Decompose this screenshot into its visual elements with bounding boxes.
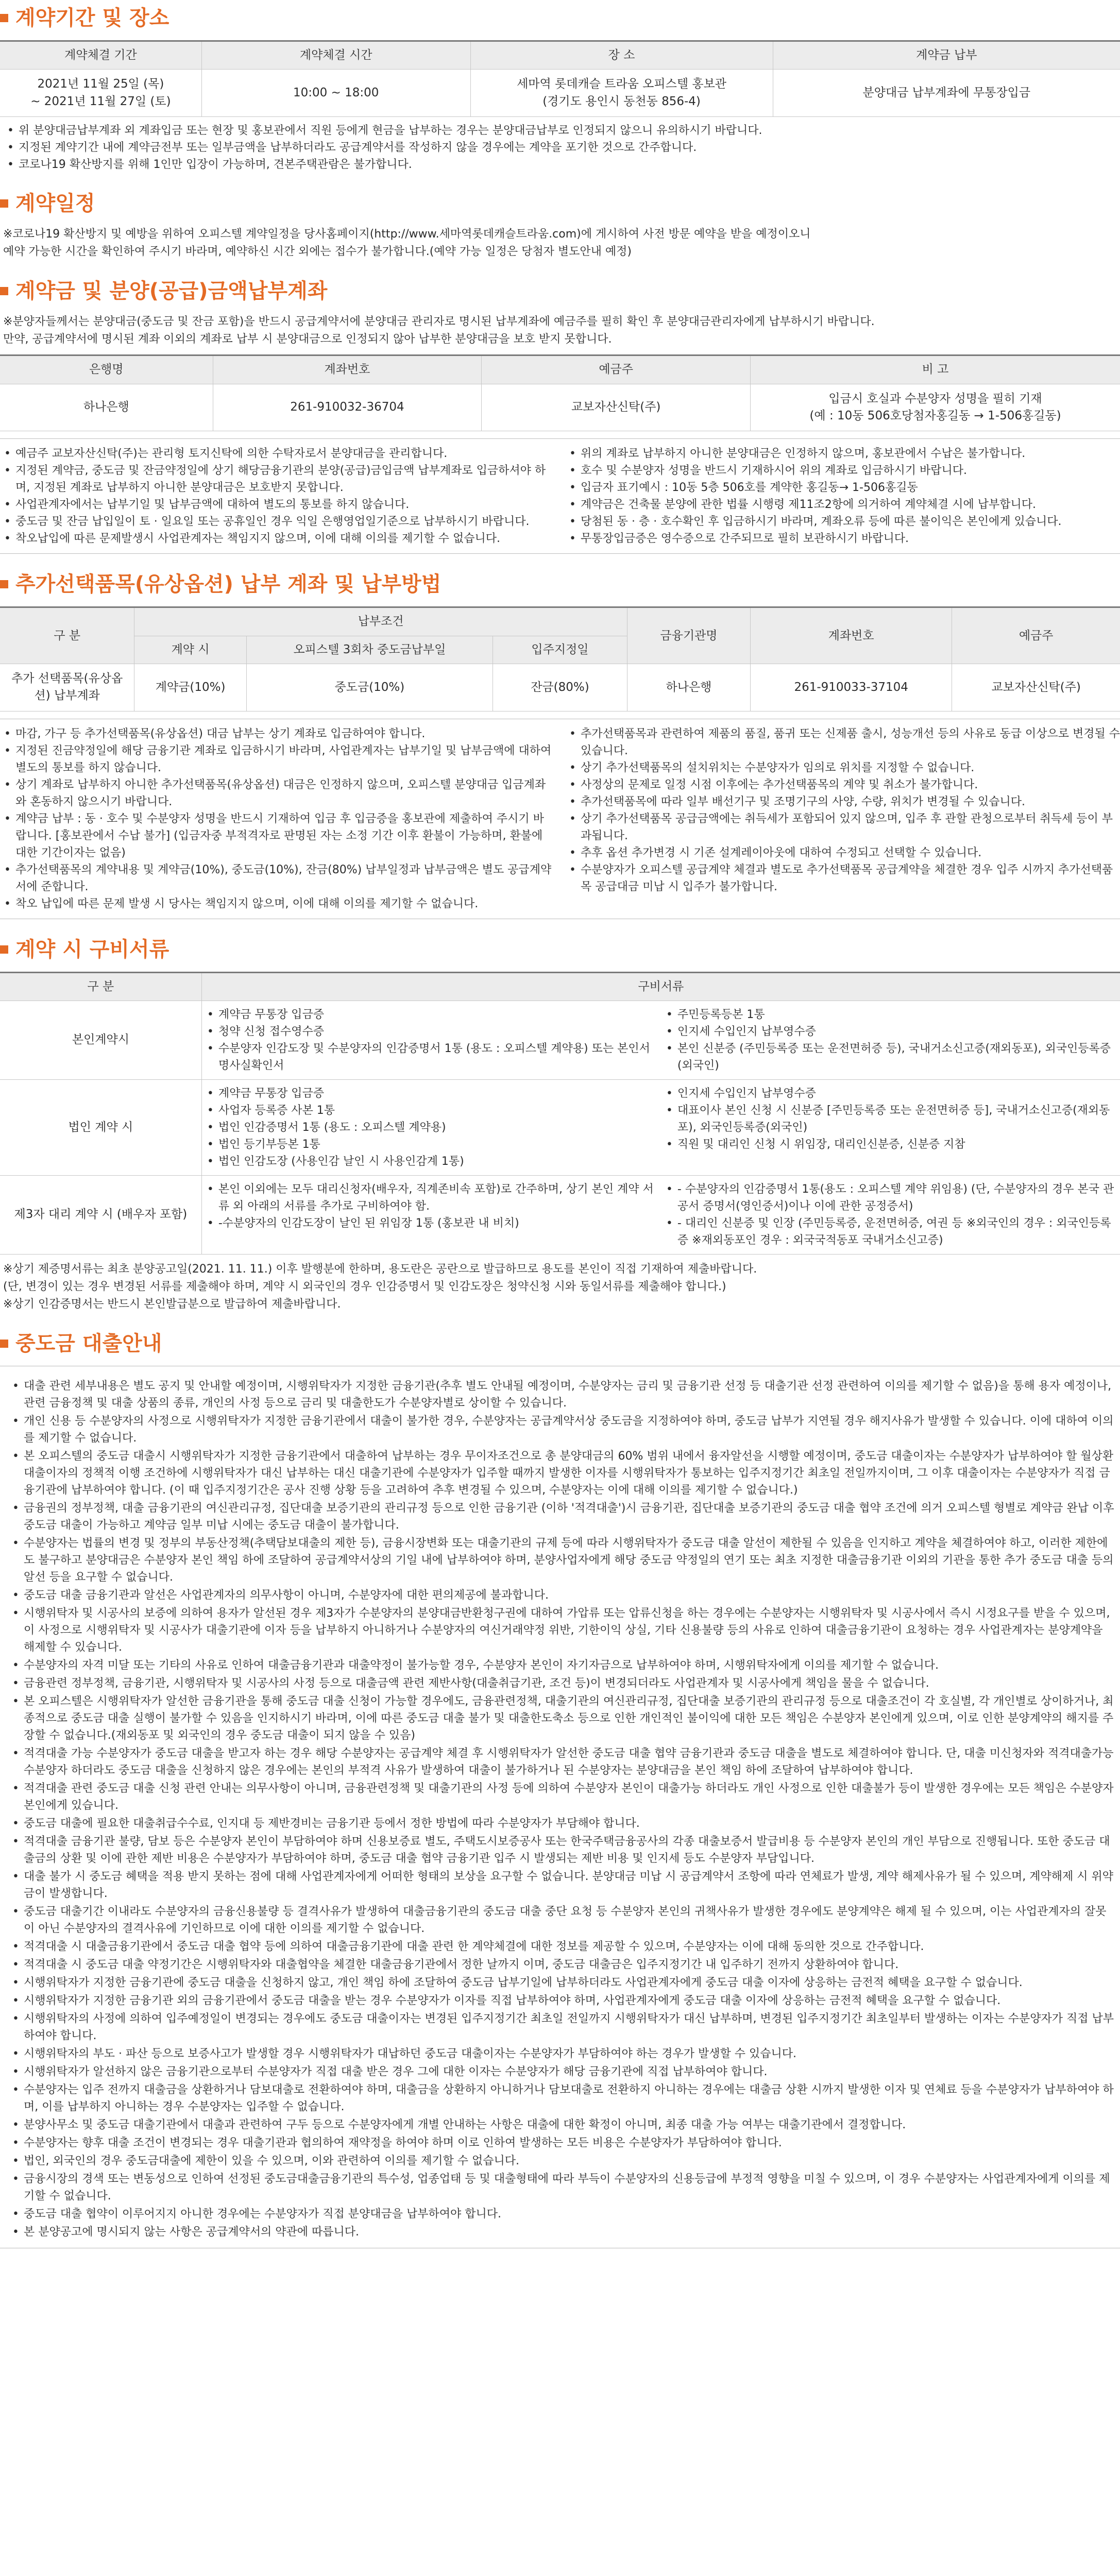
list-item: • 본 오피스텔의 중도금 대출시 시행위탁자가 지정한 금융기관에서 대출하여 납부하는 경우 무이자조건으로 총 분양대금의 60% 범위 내에서 융자알선을 시행할 예정이며, 중도금 대출이자는 수분양자가 납부하여야 할 월상환 대출이자의 정책적 이행 조건하에 시행위탁자가 대신 납부하는 대신 대출기관에 수분양자가 입주할 때까지 발생한 이자를 시행위탁자가 통보하는 입주지정기간 최초일 전일까지이며, 그 이후 대출이자는 수분양자가 직접 금융기관에 납부하여야 합니다. (이 때 입주지정기간은 공사 진행 상황 등을 고려하여 추후 변경될 수 있으며, 수분양자는 이에 대해 이의를 제기할 수 없습니다.) <box>12 1448 1115 1499</box>
table-header: 계약체결 시간 <box>201 41 470 70</box>
table-row <box>0 1176 1120 1255</box>
section-title-documents: 계약 시 구비서류 <box>0 935 1120 964</box>
documents-table <box>0 972 1120 1255</box>
list-item: • 위 분양대금납부계좌 외 계좌입금 또는 현장 및 홍보관에서 직원 등에게 현금을 납부하는 경우는 분양대금납부로 인정되지 않으니 유의하시기 바랍니다. <box>7 122 1120 139</box>
table-header: 비 고 <box>751 355 1120 384</box>
table-header: 은행명 <box>0 355 213 384</box>
table-header: 입주지정일 <box>493 636 627 664</box>
account-table <box>0 354 1120 431</box>
list-item: • 지정된 계약금, 중도금 및 잔금약정일에 상기 해당금융기관의 분양(공급)금입금액 납부계좌로 입금하셔야 하며, 지정된 계좌로 납부하지 아니한 분양대금은 보호받지 못합니다. <box>4 462 555 496</box>
list-item: • 호수 및 수분양자 성명을 반드시 기재하시어 위의 계좌로 입금하시기 바랍니다. <box>569 462 1120 479</box>
list-item: • 분양사무소 및 중도금 대출기관에서 대출과 관련하여 구두 등으로 수분양자에게 개별 안내하는 사항은 대출에 대한 확정이 아니며, 최종 대출 가능 여부는 대출기관에서 결정합니다. <box>12 2116 1115 2133</box>
account-remark: 입금시 호실과 수분양자 성명을 필히 기재 (예 : 10동 506호당첨자홍길동 → 1-506홍길동) <box>751 384 1120 431</box>
account-notes-left <box>0 445 555 547</box>
table-row <box>0 1001 1120 1080</box>
list-item: • 착오 납입에 따른 문제 발생 시 당사는 책임지지 않으며, 이에 대해 이의를 제기할 수 없습니다. <box>4 895 555 912</box>
contract-place: 세마역 롯데캐슬 트라움 오피스텔 홍보관 (경기도 용인시 동천동 856-4) <box>470 70 773 117</box>
options-notes-right <box>565 725 1120 912</box>
option-cond-contract: 계약금(10%) <box>134 664 246 711</box>
list-item: • 수분양자 인감도장 및 수분양자의 인감증명서 1통 (용도 : 오피스텔 계약용) 또는 본인서명사실확인서 <box>207 1040 656 1074</box>
list-item: • - 대리인 신분증 및 인장 (주민등록증, 운전면허증, 여권 등 ※외국인의 경우 : 외국인등록증 ※재외동포인 경우 : 외국국적동포 국내거소신고증) <box>666 1215 1115 1249</box>
section-title-options: 추가선택품목(유상옵션) 납부 계좌 및 납부방법 <box>0 569 1120 599</box>
list-item: • 무통장입금증은 영수증으로 간주되므로 필히 보관하시기 바랍니다. <box>569 530 1120 547</box>
list-item: • 중도금 대출 금융기관과 알선은 사업관계자의 의무사항이 아니며, 수분양자에 대한 편의제공에 불과합니다. <box>12 1587 1115 1604</box>
list-item: • 시행위탁자가 지정한 금융기관 외의 금융기관에서 중도금 대출을 받는 경우 수분양자가 이자를 직접 납부하여야 하며, 사업관계자에게 중도금 대출 이자에 상응하는 금전적 혜택을 요구할 수 없습니다. <box>12 1992 1115 2009</box>
list-item: • 시행위탁자가 알선하지 않은 금융기관으로부터 수분양자가 직접 대출 받은 경우 그에 대한 이자는 수분양자가 해당 금융기관에 직접 납부하여야 합니다. <box>12 2063 1115 2080</box>
list-item: • 예금주 교보자산신탁(주)는 관리형 토지신탁에 의한 수탁자로서 분양대금을 관리합니다. <box>4 445 555 462</box>
contract-table <box>0 40 1120 117</box>
list-item: • 추가선택품목에 따라 일부 배선기구 및 조명기구의 사양, 수량, 위치가 변경될 수 있습니다. <box>569 793 1120 810</box>
table-header: 계좌번호 <box>751 607 952 664</box>
doc-list-right <box>666 1085 1115 1170</box>
account-number: 261-910032-36704 <box>213 384 482 431</box>
list-item: • 적격대출 시 대출금융기관에서 중도금 대출 협약 등에 의하여 대출금융기관에 대출 관련 한 계약체결에 대한 정보를 제공할 수 있으며, 수분양자는 이에 대해 동의한 것으로 간주합니다. <box>12 1938 1115 1955</box>
list-item: • 수분양자는 법률의 변경 및 정부의 부동산정책(추택담보대출의 제한 등), 금융시장변화 또는 대출기관의 규제 등에 따라 시행위탁자가 중도금 대출 알선이 제한될 수 있음을 인지하고 계약을 체결하여야 하고, 이러한 제한에도 불구하고 분양대금은 수분양자 본인 책임 하에 조달하여 공급계약서상의 기일 내에 납부하여야 하며, 분양사업자에게 해당 중도금 약정일의 연기 또는 최초 지정한 대출금융기관 이외의 기관을 통한 추가 중도금 대출 등의 알선 등을 요구할 수 없습니다. <box>12 1535 1115 1586</box>
section-title-account: 계약금 및 분양(공급)금액납부계좌 <box>0 276 1120 306</box>
list-item: • 당첨된 동 · 층 · 호수확인 후 입금하시기 바라며, 계좌오류 등에 따른 불이익은 본인에게 있습니다. <box>569 513 1120 530</box>
table-row <box>0 384 1120 431</box>
table-row <box>0 70 1120 117</box>
doc-type: 제3자 대리 계약 시 (배우자 포함) <box>0 1176 201 1255</box>
table-row <box>0 664 1120 711</box>
list-item: • 계약금 납부 : 동 · 호수 및 수분양자 성명을 반드시 기재하여 입금 후 입금증을 홍보관에 제출하여 주시기 바랍니다. [홍보관에서 수납 불가] (입금자중 부적격자로 판명된 자는 소정 기간 이후 환불이 가능하며, 환불에 대한 기간이자는 없음) <box>4 810 555 861</box>
list-item: • 금융권의 정부정책, 대출 금융기관의 여신관리규정, 집단대출 보증기관의 관리규정 등으로 인한 금융기관 (이하 '적격대출')시 금융기관, 집단대출 보증기관의 중도금 대출 협약 조건에 의거 오피스텔 형별로 계약금 완납 이후 중도금 대출이 가능하고 계약금 일부 미납 시에는 중도금 대출이 불가합니다. <box>12 1500 1115 1534</box>
table-header: 금융기관명 <box>627 607 750 664</box>
list-item: • 지정된 진금약정일에 해당 금융기관 계좌로 입금하시기 바라며, 사업관계자는 납부기일 및 납부금액에 대하여 별도의 통보를 하지 않습니다. <box>4 742 555 776</box>
doc-list-left <box>207 1006 656 1074</box>
list-item: • 계약금 무통장 입금증 <box>207 1006 656 1023</box>
list-item: • 대출 불가 시 중도금 혜택을 적용 받지 못하는 점에 대해 사업관계자에게 어떠한 형태의 보상을 요구할 수 없습니다. 분양대금 미납 시 공급계약서 조항에 따라 연체료가 발생, 계약 해제사유가 될 수 있으며, 계약해제 시 위약금이 발생합니다. <box>12 1868 1115 1902</box>
options-notes <box>0 719 1120 919</box>
doc-list-left <box>207 1181 656 1249</box>
loan-box <box>0 1366 1120 2248</box>
list-item: • 상기 추가선택품목 공급금액에는 취득세가 포함되어 있지 않으며, 입주 후 관할 관청으로부터 취득세 등이 부과됩니다. <box>569 810 1120 844</box>
table-header: 계약체결 기간 <box>0 41 201 70</box>
list-item: • 사업자 등록증 사본 1통 <box>207 1102 656 1119</box>
list-item: • 본 분양공고에 명시되지 않는 사항은 공급계약서의 약관에 따릅니다. <box>12 2224 1115 2241</box>
option-cond-interim: 중도금(10%) <box>246 664 493 711</box>
table-header: 장 소 <box>470 41 773 70</box>
list-item: • 인지세 수입인지 납부영수증 <box>666 1085 1115 1102</box>
list-item: • 지정된 계약기간 내에 계약금전부 또는 일부금액을 납부하더라도 공급계약서를 작성하지 않을 경우에는 계약을 포기한 것으로 간주합니다. <box>7 139 1120 156</box>
list-item: • 적격대출 관련 중도금 대출 신청 관련 안내는 의무사항이 아니며, 금융관련정책 및 대출기관의 사정 등에 의하여 수분양자 본인이 대출가능 하더라도 개인 사정으로 인한 대출불가 등이 발생한 경우에는 모든 책임은 수분양자 본인에게 있습니다. <box>12 1780 1115 1814</box>
list-item: • 개인 신용 등 수분양자의 사정으로 시행위탁자가 지정한 금융기관에서 대출이 불가한 경우, 수분양자는 공급계약서상 중도금을 지정하여야 하며, 중도금 납부가 지연될 경우 해지사유가 발생할 수 있습니다. 이에 대하여 이의를 제기할 수 없습니다. <box>12 1413 1115 1447</box>
list-item: • 주민등록등본 1통 <box>666 1006 1115 1023</box>
list-item: • 적격대출 시 중도금 대출 약정기간은 시행위탁자와 대출협약을 체결한 대출금융기관에서 정한 날까지 이며, 중도금 대출금은 입주지정기간 내 입주하기 전까지 상환하여야 합니다. <box>12 1956 1115 1973</box>
list-item: • 중도금 및 잔금 납입일이 토 · 일요일 또는 공휴일인 경우 익일 은행영업일기준으로 납부하시기 바랍니다. <box>4 513 555 530</box>
list-item: • 상기 추가선택품목의 설치위치는 수분양자가 임의로 위치를 지정할 수 없습니다. <box>569 759 1120 776</box>
account-notes <box>0 438 1120 554</box>
table-header: 예금주 <box>952 607 1120 664</box>
square-bullet-icon <box>0 14 8 22</box>
square-bullet-icon <box>0 945 8 954</box>
contract-notes <box>0 122 1120 173</box>
schedule-text: ※코로나19 확산방지 및 예방을 위하여 오피스텔 계약일정을 당사홈페이지(http://www.세마역롯데캐슬트라움.com)에 게시하여 사전 방문 예약을 받을 예정이오니 예약 가능한 시간을 확인하여 주시기 바라며, 예약하신 시간 외에는 접수가 불가합니다.(예약 가능 일정은 당첨자 별도안내 예정) <box>3 228 811 259</box>
account-intro: ※분양자들께서는 분양대금(중도금 및 잔금 포함)을 반드시 공급계약서에 분양대금 관리자로 명시된 납부계좌에 예금주를 필히 확인 후 분양대금관리자에게 납부하시기 바랍니다. 만약, 공급계약서에 명시된 계좌 이외의 계좌로 납부 시 분양대금으로 인정되지 않아 납부한 분양대금을 보호 받지 못합니다. <box>3 315 875 346</box>
list-item: • 수분양자가 오피스텔 공급계약 체결과 별도로 추가선택품목 공급계약을 체결한 경우 입주 시까지 추가선택품목 공급대금 미납 시 입주가 불가합니다. <box>569 861 1120 895</box>
list-item: • 중도금 대출기간 이내라도 수분양자의 금융신용불량 등 결격사유가 발생하여 대출금융기관의 중도금 대출 중단 요청 등 수분양자 본인의 귀책사유가 발생한 경우에도 분양계약은 해제 될 수 있으며, 이는 사업관계자의 잘못이 아닌 수분양자의 결격사유에 기인하므로 이에 대한 이의를 제기할 수 없습니다. <box>12 1903 1115 1937</box>
table-header: 계약금 납부 <box>773 41 1120 70</box>
square-bullet-icon <box>0 287 8 295</box>
list-item: • 시행위탁자의 부도 · 파산 등으로 보증사고가 발생할 경우 시행위탁자가 대납하던 중도금 대출이자는 수분양자가 부담하여야 하는 경우가 발생할 수 있습니다. <box>12 2045 1115 2062</box>
option-cond-balance: 잔금(80%) <box>493 664 627 711</box>
table-header: 구 분 <box>0 972 201 1001</box>
list-item: • 인지세 수입인지 납부영수증 <box>666 1023 1115 1040</box>
list-item: • 수분양자의 자격 미달 또는 기타의 사유로 인하여 대출금융기관과 대출약정이 불가능할 경우, 수분양자 본인이 자기자금으로 납부하여야 하며, 시행위탁자에게 이의를 제기할 수 없습니다. <box>12 1657 1115 1674</box>
list-item: • 본 오피스텔은 시행위탁자가 알선한 금융기관을 통해 중도금 대출 신청이 가능할 경우에도, 금융관련정책, 대출기관의 여신관리규정, 집단대출 보증기관의 관리규정 등으로 대출조건이 각 호실별, 각 개인별로 상이하거나, 최종적으로 중도금 대출 실행이 불가할 수 있음을 인지하시기 바라며, 이에 따른 중도금 대출 불가 및 대출한도축소 등으로 인한 개인적인 불이익에 대한 모든 책임은 수분양자 본인에게 있으며, 이로 인한 분양계약의 해지를 주장할 수 없습니다.(재외동포 및 외국인의 경우 중도금 대출이 되지 않을 수 있음) <box>12 1693 1115 1744</box>
square-bullet-icon <box>0 199 8 208</box>
account-holder: 교보자산신탁(주) <box>482 384 751 431</box>
documents-footnotes: ※상기 제증명서류는 최초 분양공고일(2021. 11. 11.) 이후 발행분에 한하며, 용도란은 공란으로 발급하므로 용도를 본인이 직접 기재하여 제출바랍니다. (단, 변경이 있는 경우 변경된 서류를 제출해야 하며, 계약 시 외국인의 경우 인감증명서 및 인감도장은 청약신청 시와 동일서류를 제출해야 합니다.) ※상기 인감증명서는 반드시 본인발급분으로 발급하여 제출바랍니다. <box>3 1263 757 1311</box>
list-item: • 금융시장의 경색 또는 변동성으로 인하여 선정된 중도금대출금융기관의 특수성, 업종업태 등 및 대출형태에 따라 부득이 수분양자의 신용등급에 부정적 영향을 미칠 수 있으며, 이 경우 수분양자는 사업관계자에게 이의를 제기할 수 없습니다. <box>12 2171 1115 2205</box>
account-number: 261-910033-37104 <box>751 664 952 711</box>
options-table <box>0 606 1120 711</box>
list-item: • 법인 인감도장 (사용인감 날인 시 사용인감계 1통) <box>207 1153 656 1170</box>
list-item: • 대표이사 본인 신청 시 신분증 [주민등록증 또는 운전면허증 등], 국내거소신고증(재외동포), 외국인등록증(외국인) <box>666 1102 1115 1136</box>
page <box>0 3 1120 2264</box>
section-title-loan: 중도금 대출안내 <box>0 1329 1120 1359</box>
table-header: 납부조건 <box>134 607 627 636</box>
list-item: • 수분양자는 입주 전까지 대출금을 상환하거나 담보대출로 전환하여야 하며, 대출금을 상환하지 아니하거나 담보대출로 전환하지 아니하는 경우에는 대출금 상환 시까지 발생한 이자 및 연체료 등을 수분양자가 납부하여야 하며, 이를 납부하지 아니하는 경우 수분양자는 입주할 수 없습니다. <box>12 2081 1115 2115</box>
table-row <box>0 1080 1120 1176</box>
contract-payment: 분양대금 납부계좌에 무통장입금 <box>773 70 1120 117</box>
list-item: • 적격대출 금융기관 불량, 담보 등은 수분양자 본인이 부담하여야 하며 신용보증료 별도, 주택도시보증공사 또는 한국주택금융공사의 각종 대출보증서 발급비용 등 수분양자 본인의 개인 부담으로 진행됩니다. 또한 중도금 대출금의 상환 및 이에 관한 제반 비용은 수분양자가 부담하여야 하며, 중도금 대출 협약 금융기관 입주 시 발생되는 제반 비용 및 인지세 등도 수분양자 부담입니다. <box>12 1833 1115 1867</box>
bank-name: 하나은행 <box>627 664 750 711</box>
list-item: • 사업관계자에서는 납부기일 및 납부금액에 대하여 별도의 통보를 하지 않습니다. <box>4 496 555 513</box>
list-item: • 추가선택품목의 계약내용 및 계약금(10%), 중도금(10%), 잔금(80%) 납부일정과 납부금액은 별도 공급계약서에 준합니다. <box>4 861 555 895</box>
list-item: • 사정상의 문제로 일정 시점 이후에는 추가선택품목의 계약 및 취소가 불가합니다. <box>569 776 1120 793</box>
list-item: • 적격대출 가능 수분양자가 중도금 대출을 받고자 하는 경우 해당 수분양자는 공급계약 체결 후 시행위탁자가 알선한 중도금 대출 협약 금융기관과 중도금 대출을 별도로 체결하여야 합니다. 단, 대출 미신청자와 적격대출가능 수분양자 하더라도 중도금 대출을 신청하지 않은 경우에는 본인의 부적격 사유가 발생하여 대출이 불가하거나 된 수분양자는 분양대금을 본인 책임 하에 조달하여 납부하여야 합니다. <box>12 1745 1115 1779</box>
list-item: • 법인 등기부등본 1통 <box>207 1136 656 1153</box>
list-item: • 입금자 표기예시 : 10동 5층 506호를 계약한 홍길동→ 1-506홍길동 <box>569 479 1120 496</box>
list-item: • 위의 계좌로 납부하지 아니한 분양대금은 인정하지 않으며, 홍보관에서 수납은 불가합니다. <box>569 445 1120 462</box>
list-item: • 본인 이외에는 모두 대리신청자(배우자, 직계존비속 포함)로 간주하며, 상기 본인 계약 서류 외 아래의 서류를 추가로 구비하여야 함. <box>207 1181 656 1215</box>
account-notes-right <box>565 445 1120 547</box>
options-notes-left <box>0 725 555 912</box>
doc-list-right <box>666 1006 1115 1074</box>
list-item: • 직원 및 대리인 신청 시 위임장, 대리인신분증, 신분증 지참 <box>666 1136 1115 1153</box>
section-title-schedule: 계약일정 <box>0 189 1120 218</box>
square-bullet-icon <box>0 1340 8 1348</box>
contract-period: 2021년 11월 25일 (목) ~ 2021년 11월 27일 (토) <box>0 70 201 117</box>
list-item: • 대출 관련 세부내용은 별도 공지 및 안내할 예정이며, 시행위탁자가 지정한 금융기관(추후 별도 안내될 예정이며, 수분양자는 금리 및 금융기관 선정 등 대출기관 선정 관련하여 이의를 제기할 수 없음)을 통해 용자 예정이나, 관련 금융정책 및 대출 상품의 종류, 개인의 사정 등으로 금리 및 대출한도가 수분양자별로 상이할 수 있습니다. <box>12 1378 1115 1412</box>
list-item: • - 수분양자의 인감증명서 1통(용도 : 오피스텔 계약 위임용) (단, 수분양자의 경우 본국 관공서 증명서(영인증서)이나 이에 관한 공정증서) <box>666 1181 1115 1215</box>
list-item: • 착오납입에 따른 문제발생시 사업관계자는 책임지지 않으며, 이에 대해 이의를 제기할 수 없습니다. <box>4 530 555 547</box>
table-header: 구비서류 <box>201 972 1120 1001</box>
list-item: • -수분양자의 인감도장이 날인 된 위임장 1통 (홍보관 내 비치) <box>207 1215 656 1232</box>
table-header: 구 분 <box>0 607 134 664</box>
doc-type: 본인계약시 <box>0 1001 201 1080</box>
section-title-contract: 계약기간 및 장소 <box>0 3 1120 33</box>
bank-name: 하나은행 <box>0 384 213 431</box>
table-header: 계좌번호 <box>213 355 482 384</box>
square-bullet-icon <box>0 580 8 588</box>
list-item: • 본인 신분증 (주민등록증 또는 운전면허증 등), 국내거소신고증(재외동포), 외국인등록증(외국인) <box>666 1040 1115 1074</box>
list-item: • 중도금 대출에 필요한 대출취급수수료, 인지대 등 제반경비는 금융기관 등에서 정한 방법에 따라 수분양자가 부담해야 합니다. <box>12 1815 1115 1832</box>
list-item: • 중도금 대출 협약이 이루어지지 아니한 경우에는 수분양자가 직접 분양대금을 납부하여야 합니다. <box>12 2206 1115 2223</box>
list-item: • 법인 인감증명서 1통 (용도 : 오피스텔 계약용) <box>207 1119 656 1136</box>
list-item: • 계약금은 건축물 분양에 관한 법률 시행령 제11조2항에 의거하여 계약체결 시에 납부합니다. <box>569 496 1120 513</box>
list-item: • 법인, 외국인의 경우 중도금대출에 제한이 있을 수 있으며, 이와 관련하여 이의를 제기할 수 없습니다. <box>12 2153 1115 2170</box>
loan-notes <box>5 1378 1115 2241</box>
account-holder: 교보자산신탁(주) <box>952 664 1120 711</box>
list-item: • 마감, 가구 등 추가선택품목(유상옵션) 대금 납부는 상기 계좌로 입금하여야 합니다. <box>4 725 555 742</box>
table-header: 예금주 <box>482 355 751 384</box>
list-item: • 시행위탁자 및 시공사의 보증에 의하여 용자가 알선된 경우 제3자가 수분양자의 분양대금반환청구권에 대하여 가압류 또는 압류신청을 하는 경우에는 수분양자는 시행위탁자 및 시공사에서 즉시 시정요구를 받을 수 있으며, 이 사정으로 시행위탁자 및 시공사가 대출기관에 이자 등을 납부하지 아니하거나 수분양자의 여신거래약정 위반, 기한이익 상실, 기타 신용불량 등의 사유로 인하여 대출금융기관이 요청하는 경우 사업관계자는 분양계약을 해제할 수 있습니다. <box>12 1605 1115 1656</box>
list-item: • 시행위탁자의 사정에 의하여 입주예정일이 변경되는 경우에도 중도금 대출이자는 변경된 입주지정기간 최초일 전일까지 시행위탁자가 대신 납부하며, 변경된 입주지정기간 최초일부터 발생하는 이자는 수분양자가 직접 납부하여야 합니다. <box>12 2010 1115 2044</box>
option-type: 추가 선택품목(유상옵션) 납부계좌 <box>0 664 134 711</box>
list-item: • 청약 신청 접수영수증 <box>207 1023 656 1040</box>
list-item: • 코로나19 확산방지를 위해 1인만 입장이 가능하며, 견본주택관람은 불가합니다. <box>7 156 1120 173</box>
doc-list-right <box>666 1181 1115 1249</box>
contract-time: 10:00 ~ 18:00 <box>201 70 470 117</box>
doc-list-left <box>207 1085 656 1170</box>
list-item: • 추후 옵션 추가변경 시 기존 설계레이아웃에 대하여 수정되고 선택할 수 있습니다. <box>569 844 1120 861</box>
table-header: 오피스텔 3회차 중도금납부일 <box>246 636 493 664</box>
list-item: • 계약금 무통장 입금증 <box>207 1085 656 1102</box>
doc-type: 법인 계약 시 <box>0 1080 201 1176</box>
list-item: • 수분양자는 향후 대출 조건이 변경되는 경우 대출기관과 협의하여 재약정을 하여야 하며 이로 인하여 발생하는 모든 비용은 수분양자가 부담하여야 합니다. <box>12 2134 1115 2151</box>
list-item: • 시행위탁자가 지정한 금융기관에 중도금 대출을 신청하지 않고, 개인 책임 하에 조달하여 중도금 납부기일에 납부하더라도 사업관계자에게 중도금 대출 이자에 상응하는 금전적 혜택을 요구할 수 없습니다. <box>12 1974 1115 1991</box>
table-header: 계약 시 <box>134 636 246 664</box>
list-item: • 추가선택품목과 관련하여 제품의 품질, 품귀 또는 신제품 출시, 성능개선 등의 사유로 동급 이상으로 변경될 수 있습니다. <box>569 725 1120 759</box>
list-item: • 금융관련 정부정책, 금융기관, 시행위탁자 및 시공사의 사정 등으로 대출금액 관련 제반사항(대출취급기관, 조건 등)이 변경되더라도 사업관계자 및 시공사에게 책임을 물을 수 없습니다. <box>12 1675 1115 1692</box>
list-item: • 상기 계좌로 납부하지 아니한 추가선택품목(유상옵션) 대금은 인정하지 않으며, 오피스텔 분양대금 입금계좌와 혼동하지 않으시기 바랍니다. <box>4 776 555 810</box>
